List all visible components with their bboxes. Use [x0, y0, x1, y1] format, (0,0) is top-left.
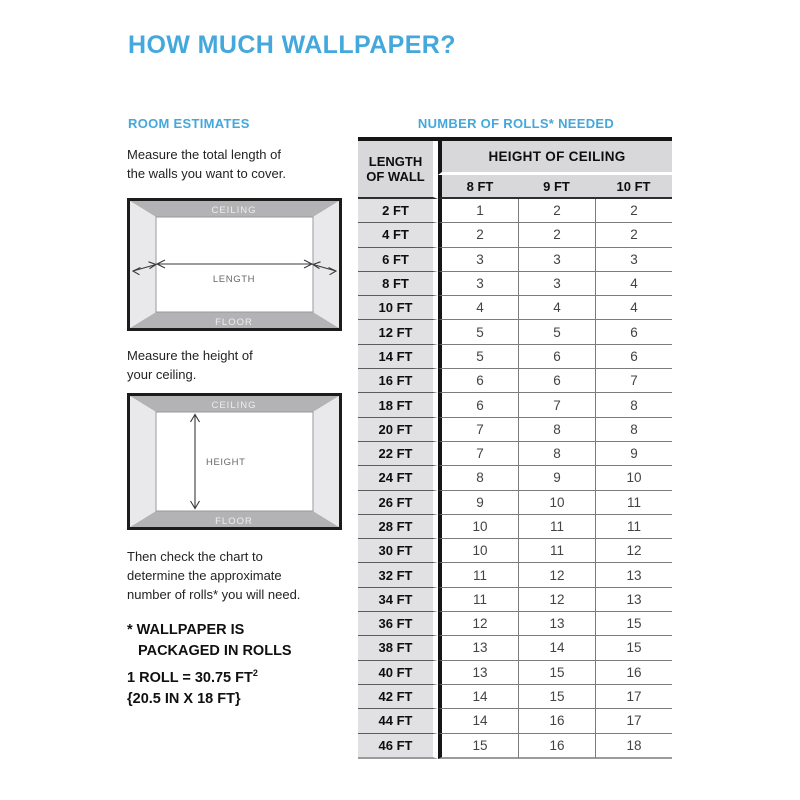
table-row — [358, 539, 672, 563]
table-row — [358, 296, 672, 320]
footnote-line: PACKAGED IN ROLLS — [138, 643, 292, 659]
table-row — [358, 466, 672, 490]
instruction-line: number of rolls* you will need. — [127, 587, 301, 602]
room-height-diagram — [127, 393, 342, 530]
rolls-9ft-cell: 8 — [518, 418, 595, 442]
rolls-9ft-cell: 16 — [518, 709, 595, 733]
table-row — [358, 223, 672, 247]
rolls-9ft-cell: 5 — [518, 320, 595, 344]
wall-length-cell: 34 FT — [358, 588, 438, 612]
rolls-10ft-cell: 11 — [595, 515, 672, 539]
rolls-10ft-cell: 2 — [595, 223, 672, 247]
wall-length-cell: 38 FT — [358, 636, 438, 660]
table-row — [358, 563, 672, 587]
wall-length-cell: 12 FT — [358, 320, 438, 344]
rolls-8ft-cell: 7 — [438, 442, 518, 466]
wall-length-cell: 22 FT — [358, 442, 438, 466]
instruction-line: Then check the chart to — [127, 549, 263, 564]
table-row — [358, 418, 672, 442]
rolls-9ft-cell: 11 — [518, 515, 595, 539]
roll-size-text: 1 ROLL = 30.75 FT — [127, 669, 253, 686]
rolls-10ft-cell: 13 — [595, 588, 672, 612]
rolls-9ft-cell: 9 — [518, 466, 595, 490]
wall-length-cell: 20 FT — [358, 418, 438, 442]
rolls-10ft-cell: 10 — [595, 466, 672, 490]
instruction-check-chart — [127, 547, 300, 604]
rolls-8ft-cell: 1 — [438, 199, 518, 223]
rolls-8ft-cell: 11 — [438, 588, 518, 612]
wall-length-cell: 2 FT — [358, 199, 438, 223]
table-row — [358, 661, 672, 685]
rolls-9ft-cell: 13 — [518, 612, 595, 636]
ceiling-label: CEILING — [211, 400, 257, 411]
table-row — [358, 442, 672, 466]
wall-length-cell: 30 FT — [358, 539, 438, 563]
table-row — [358, 612, 672, 636]
instruction-line: determine the approximate — [127, 568, 282, 583]
rolls-9ft-cell: 10 — [518, 491, 595, 515]
table-row — [358, 345, 672, 369]
rolls-8ft-cell: 5 — [438, 320, 518, 344]
wall-length-header: LENGTH OF WALL — [358, 141, 438, 199]
ceiling-10ft-header: 10 FT — [595, 175, 672, 199]
rolls-10ft-cell: 11 — [595, 491, 672, 515]
rolls-9ft-cell: 8 — [518, 442, 595, 466]
length-label: LENGTH — [212, 274, 256, 285]
rolls-9ft-cell: 15 — [518, 685, 595, 709]
wall-length-cell: 44 FT — [358, 709, 438, 733]
rolls-8ft-cell: 6 — [438, 369, 518, 393]
rolls-8ft-cell: 15 — [438, 734, 518, 759]
rolls-9ft-cell: 3 — [518, 248, 595, 272]
wall-length-cell: 14 FT — [358, 345, 438, 369]
rolls-9ft-cell: 14 — [518, 636, 595, 660]
rolls-8ft-cell: 10 — [438, 539, 518, 563]
rolls-9ft-cell: 16 — [518, 734, 595, 759]
rolls-10ft-cell: 2 — [595, 199, 672, 223]
wall-length-cell: 16 FT — [358, 369, 438, 393]
wall-length-cell: 32 FT — [358, 563, 438, 587]
table-row — [358, 491, 672, 515]
table-row — [358, 515, 672, 539]
roll-size-line — [127, 663, 258, 689]
rolls-8ft-cell: 10 — [438, 515, 518, 539]
footnote-line: * WALLPAPER IS — [127, 622, 245, 638]
rolls-9ft-cell: 3 — [518, 272, 595, 296]
roll-size-superscript: 2 — [252, 668, 258, 678]
wall-length-cell: 10 FT — [358, 296, 438, 320]
rolls-9ft-cell: 2 — [518, 223, 595, 247]
table-row — [358, 636, 672, 660]
table-row — [358, 199, 672, 223]
table-row — [358, 709, 672, 733]
wall-length-cell: 8 FT — [358, 272, 438, 296]
rolls-9ft-cell: 6 — [518, 369, 595, 393]
floor-label: FLOOR — [215, 317, 253, 328]
rolls-10ft-cell: 16 — [595, 661, 672, 685]
rolls-9ft-cell: 11 — [518, 539, 595, 563]
ceiling-9ft-header: 9 FT — [518, 175, 595, 199]
table-row — [358, 685, 672, 709]
table-row — [358, 272, 672, 296]
rolls-8ft-cell: 8 — [438, 466, 518, 490]
rolls-needed-heading: NUMBER OF ROLLS* NEEDED — [417, 116, 615, 131]
rolls-8ft-cell: 2 — [438, 223, 518, 247]
ceiling-8ft-header: 8 FT — [438, 175, 518, 199]
right-wall-panel — [313, 396, 339, 527]
rolls-table-body — [358, 199, 672, 759]
rolls-10ft-cell: 6 — [595, 345, 672, 369]
table-row — [358, 393, 672, 417]
rolls-10ft-cell: 9 — [595, 442, 672, 466]
wall-length-cell: 46 FT — [358, 734, 438, 759]
instruction-line: your ceiling. — [127, 367, 197, 382]
rolls-8ft-cell: 5 — [438, 345, 518, 369]
wall-length-cell: 18 FT — [358, 393, 438, 417]
rolls-8ft-cell: 11 — [438, 563, 518, 587]
instruction-line: the walls you want to cover. — [127, 166, 286, 181]
rolls-table — [358, 137, 672, 759]
table-row — [358, 320, 672, 344]
wall-length-cell: 26 FT — [358, 491, 438, 515]
instruction-line: Measure the height of — [127, 348, 253, 363]
rolls-10ft-cell: 13 — [595, 563, 672, 587]
wall-length-cell: 24 FT — [358, 466, 438, 490]
ceiling-height-header: HEIGHT OF CEILING — [438, 141, 672, 175]
rolls-8ft-cell: 12 — [438, 612, 518, 636]
rolls-8ft-cell: 14 — [438, 685, 518, 709]
rolls-10ft-cell: 3 — [595, 248, 672, 272]
rolls-10ft-cell: 18 — [595, 734, 672, 759]
wall-length-cell: 42 FT — [358, 685, 438, 709]
rolls-10ft-cell: 7 — [595, 369, 672, 393]
rolls-8ft-cell: 3 — [438, 272, 518, 296]
table-row — [358, 588, 672, 612]
instruction-line: Measure the total length of — [127, 147, 281, 162]
rolls-9ft-cell: 4 — [518, 296, 595, 320]
roll-dimensions: {20.5 IN X 18 FT} — [127, 690, 241, 707]
wall-length-cell: 4 FT — [358, 223, 438, 247]
rolls-9ft-cell: 7 — [518, 393, 595, 417]
rolls-8ft-cell: 13 — [438, 636, 518, 660]
table-row — [358, 734, 672, 759]
rolls-10ft-cell: 12 — [595, 539, 672, 563]
table-row — [358, 248, 672, 272]
left-wall-panel — [130, 201, 156, 328]
rolls-9ft-cell: 2 — [518, 199, 595, 223]
rolls-8ft-cell: 6 — [438, 393, 518, 417]
height-label: HEIGHT — [206, 457, 246, 468]
footnote-packaged-in-rolls — [127, 620, 292, 662]
rolls-8ft-cell: 14 — [438, 709, 518, 733]
rolls-8ft-cell: 9 — [438, 491, 518, 515]
rolls-10ft-cell: 15 — [595, 612, 672, 636]
rolls-9ft-cell: 6 — [518, 345, 595, 369]
rolls-8ft-cell: 13 — [438, 661, 518, 685]
page-title: HOW MUCH WALLPAPER? — [128, 31, 456, 59]
room-estimates-heading: ROOM ESTIMATES — [128, 116, 250, 131]
instruction-measure-height — [127, 346, 253, 384]
room-length-diagram — [127, 198, 342, 331]
rolls-10ft-cell: 8 — [595, 393, 672, 417]
rolls-10ft-cell: 4 — [595, 272, 672, 296]
table-row — [358, 369, 672, 393]
rolls-8ft-cell: 3 — [438, 248, 518, 272]
left-wall-panel — [130, 396, 156, 527]
rolls-10ft-cell: 17 — [595, 709, 672, 733]
rolls-10ft-cell: 6 — [595, 320, 672, 344]
roll-size-note — [127, 663, 258, 710]
rolls-9ft-cell: 12 — [518, 563, 595, 587]
rolls-10ft-cell: 4 — [595, 296, 672, 320]
rolls-10ft-cell: 17 — [595, 685, 672, 709]
floor-label: FLOOR — [215, 516, 253, 527]
wall-length-cell: 28 FT — [358, 515, 438, 539]
ceiling-label: CEILING — [211, 205, 257, 216]
rolls-8ft-cell: 4 — [438, 296, 518, 320]
wall-length-cell: 36 FT — [358, 612, 438, 636]
rolls-10ft-cell: 8 — [595, 418, 672, 442]
rolls-10ft-cell: 15 — [595, 636, 672, 660]
rolls-8ft-cell: 7 — [438, 418, 518, 442]
wall-length-cell: 40 FT — [358, 661, 438, 685]
wall-length-cell: 6 FT — [358, 248, 438, 272]
rolls-9ft-cell: 15 — [518, 661, 595, 685]
instruction-measure-length — [127, 145, 286, 183]
rolls-9ft-cell: 12 — [518, 588, 595, 612]
right-wall-panel — [313, 201, 339, 328]
